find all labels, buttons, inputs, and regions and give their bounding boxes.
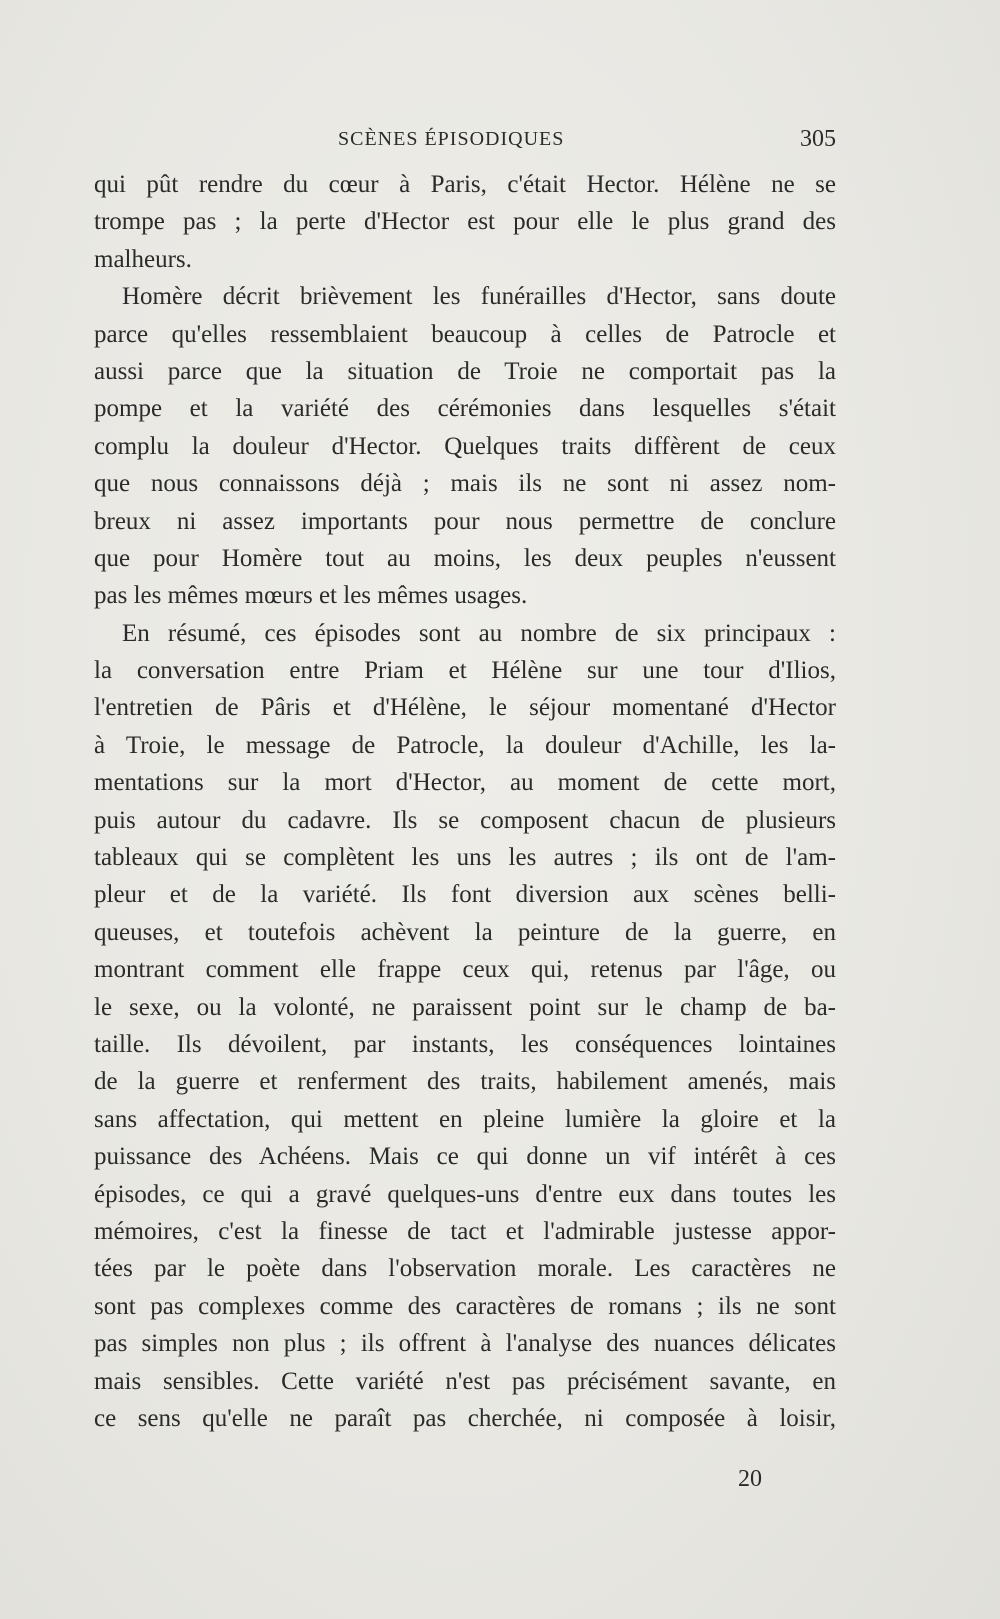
text-line: mentations sur la mort d'Hector, au moment de cette mort,: [94, 769, 836, 797]
text-line: breux ni assez importants pour nous permettre de conclure: [94, 507, 836, 535]
text-line: ce sens qu'elle ne paraît pas cherchée, ni composée à loisir,: [94, 1404, 836, 1432]
text-line: parce qu'elles ressemblaient beaucoup à celles de Patrocle et: [94, 320, 836, 348]
text-line: montrant comment elle frappe ceux qui, retenus par l'âge, ou: [94, 956, 836, 984]
text-line: tableaux qui se complètent les uns les autres ; ils ont de l'am-: [94, 844, 836, 872]
running-title: SCÈNES ÉPISODIQUES: [338, 128, 565, 150]
text-line: trompe pas ; la perte d'Hector est pour elle le plus grand des: [94, 208, 836, 236]
text-line: mémoires, c'est la finesse de tact et l'admirable justesse appor-: [94, 1217, 836, 1245]
text-line: queuses, et toutefois achèvent la peinture de la guerre, en: [94, 918, 836, 946]
text-line: pompe et la variété des cérémonies dans lesquelles s'était: [94, 395, 836, 423]
running-head: [96, 128, 836, 158]
body-text: [94, 166, 836, 1437]
signature-mark: 20: [738, 1466, 762, 1492]
text-line: aussi parce que la situation de Troie ne comportait pas la: [94, 357, 836, 385]
text-line: à Troie, le message de Patrocle, la douleur d'Achille, les la-: [94, 731, 836, 759]
text-line: qui pût rendre du cœur à Paris, c'était Hector. Hélène ne se: [94, 171, 836, 198]
text-line: la conversation entre Priam et Hélène sur une tour d'Ilios,: [94, 657, 836, 685]
text-line: sans affectation, qui mettent en pleine lumière la gloire et la: [94, 1105, 836, 1133]
text-line: puissance des Achéens. Mais ce qui donne un vif intérêt à ces: [94, 1143, 836, 1171]
text-line: mais sensibles. Cette variété n'est pas précisément savante, en: [94, 1367, 836, 1395]
text-line: complu la douleur d'Hector. Quelques traits diffèrent de ceux: [94, 432, 836, 460]
text-line: le sexe, ou la volonté, ne paraissent point sur le champ de ba-: [94, 993, 836, 1021]
text-line: pas simples non plus ; ils offrent à l'analyse des nuances délicates: [94, 1330, 836, 1358]
text-line: En résumé, ces épisodes sont au nombre de six principaux :: [122, 619, 836, 647]
text-line: que pour Homère tout au moins, les deux peuples n'eussent: [94, 544, 836, 572]
text-line: l'entretien de Pâris et d'Hélène, le séjour momentané d'Hector: [94, 694, 836, 722]
text-line: taille. Ils dévoilent, par instants, les conséquences lointaines: [94, 1030, 836, 1058]
text-line: pas les mêmes mœurs et les mêmes usages.: [94, 582, 528, 610]
text-line: puis autour du cadavre. Ils se composent chacun de plusieurs: [94, 806, 836, 834]
text-line: épisodes, ce qui a gravé quelques-uns d'entre eux dans toutes les: [94, 1180, 836, 1208]
text-line: sont pas complexes comme des caractères de romans ; ils ne sont: [94, 1292, 836, 1320]
text-line: tées par le poète dans l'observation morale. Les caractères ne: [94, 1255, 836, 1283]
text-line: pleur et de la variété. Ils font diversion aux scènes belli-: [94, 881, 836, 909]
text-line: Homère décrit brièvement les funérailles d'Hector, sans doute: [122, 283, 836, 311]
text-line: que nous connaissons déjà ; mais ils ne sont ni assez nom-: [94, 470, 836, 498]
text-line: de la guerre et renferment des traits, habilement amenés, mais: [94, 1068, 836, 1096]
text-line: malheurs.: [94, 245, 192, 273]
page-number: 305: [800, 126, 836, 152]
